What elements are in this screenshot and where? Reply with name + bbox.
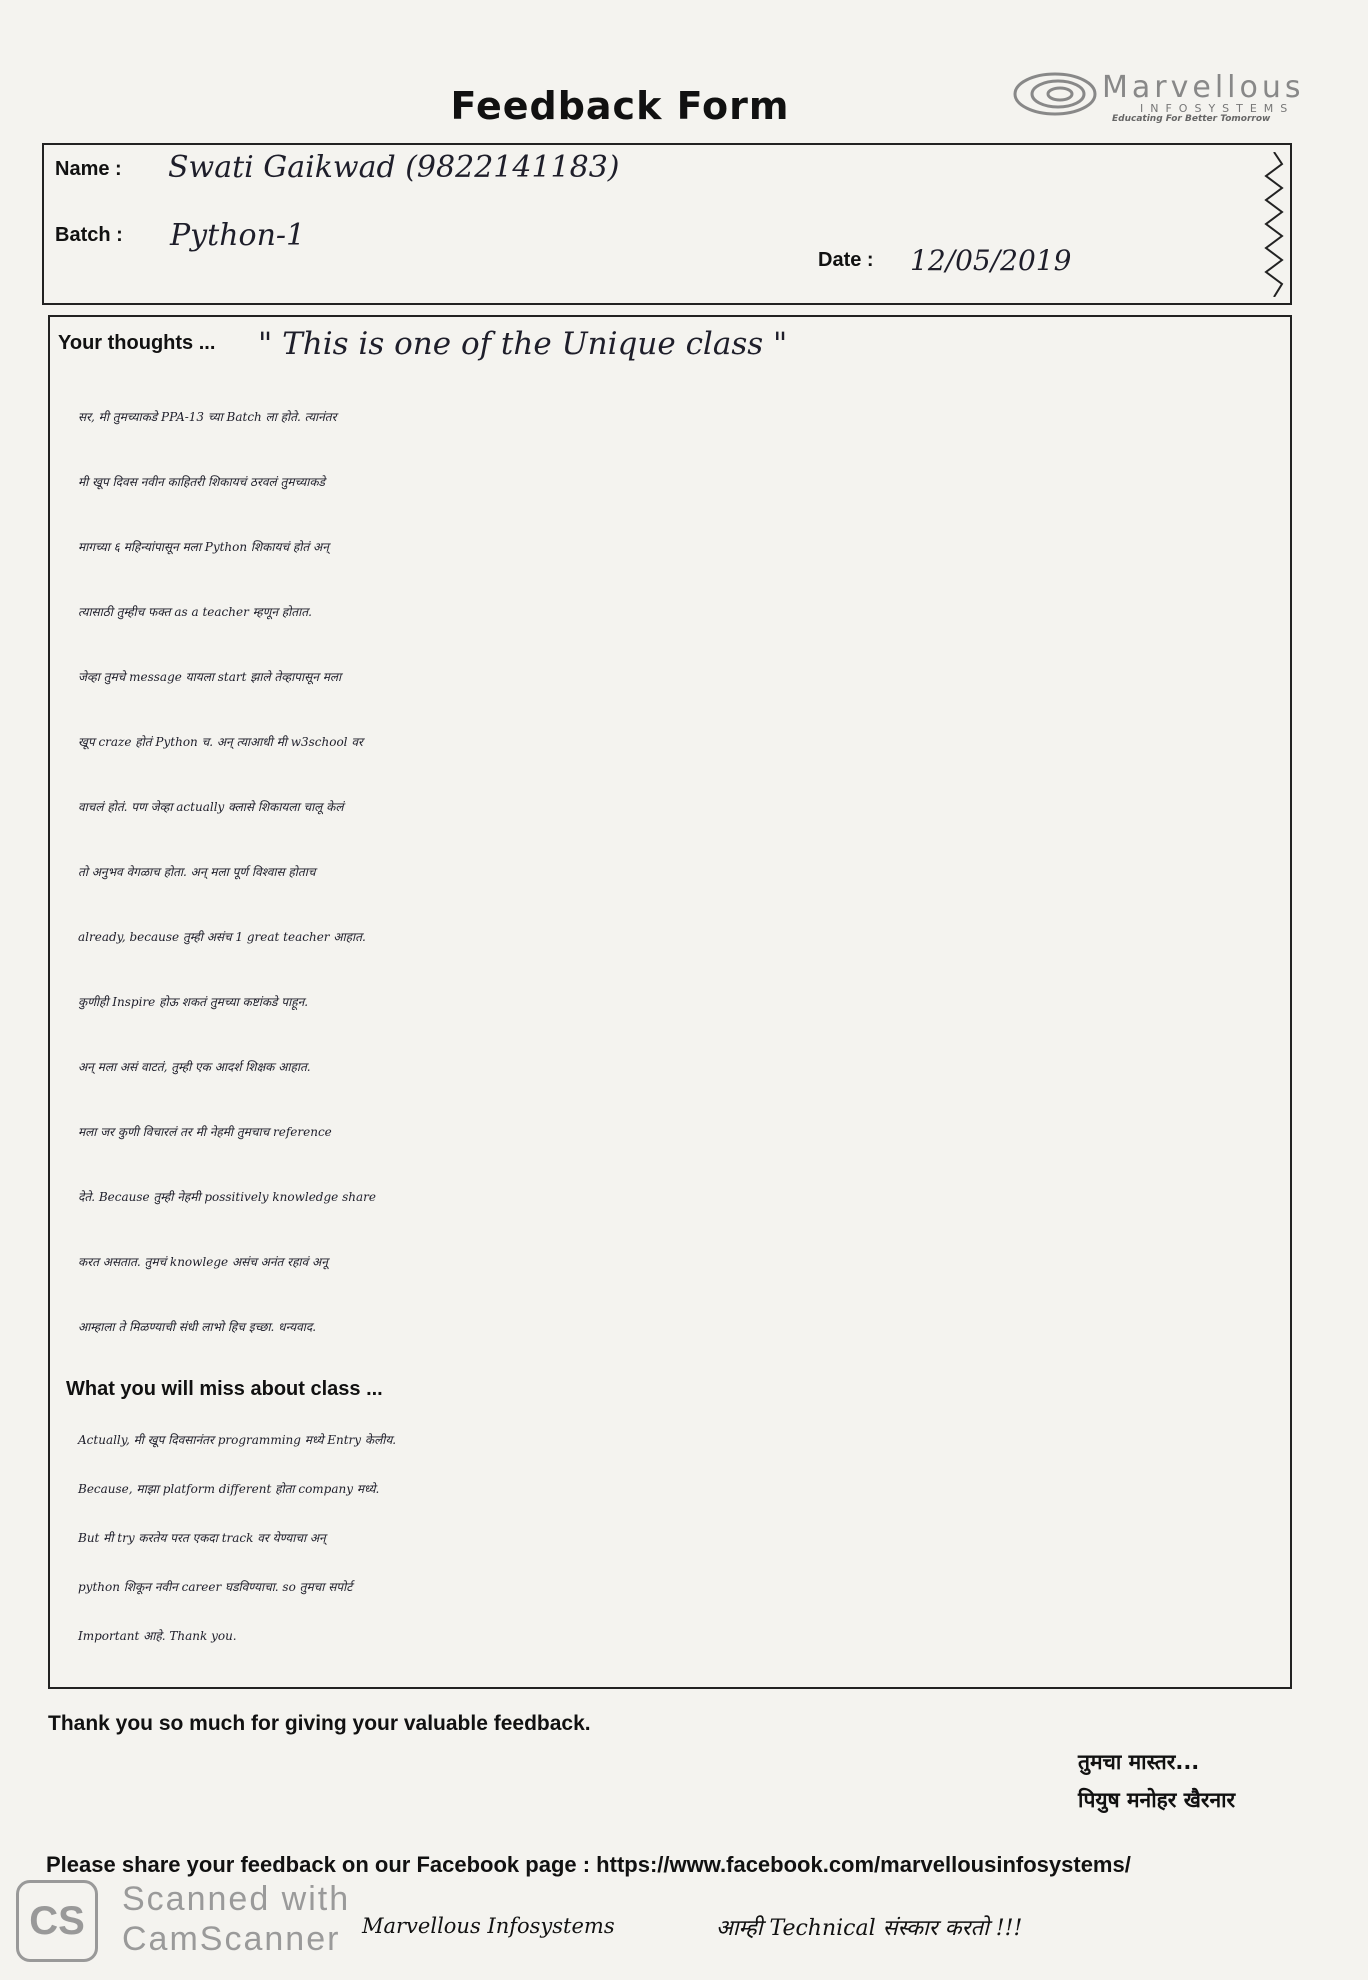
name-value: Swati Gaikwad (9822141183)	[168, 150, 620, 185]
thoughts-line: जेव्हा तुमचे message यायला start झाले तेव्हापासून मला	[78, 670, 342, 684]
miss-line: But मी try करतेय परत एकदा track वर येण्याचा अन्	[78, 1531, 326, 1545]
miss-body	[78, 1416, 1268, 1661]
thoughts-heading: " This is one of the Unique class "	[258, 326, 788, 362]
thoughts-line: खूप craze होतं Python च. अन् त्याआधी मी w3school वर	[78, 735, 363, 749]
date-label: Date :	[818, 249, 874, 271]
thanks-text: Thank you so much for giving your valuable feedback.	[48, 1712, 591, 1735]
thoughts-line: देते. Because तुम्ही नेहमी possitively knowledge share	[78, 1190, 376, 1204]
scanner-line2: CamScanner	[122, 1920, 341, 1958]
marvellous-logo	[1010, 64, 1330, 124]
thoughts-line: मला जर कुणी विचारलं तर मी नेहमी तुमचाच reference	[78, 1125, 332, 1139]
form-title: Feedback Form	[450, 84, 790, 128]
name-label: Name :	[55, 158, 122, 180]
thoughts-label: Your thoughts ...	[58, 332, 216, 354]
signature-line2: पियुष मनोहर खैरनार	[1078, 1788, 1236, 1812]
thoughts-line: सर, मी तुमच्याकडे PPA-13 च्या Batch ला होते. त्यानंतर	[78, 410, 337, 424]
zigzag-marks	[1262, 152, 1286, 297]
thoughts-line: अन् मला असं वाटतं, तुम्ही एक आदर्श शिक्षक आहात.	[78, 1060, 311, 1074]
brand-text: Marvellous Infosystems	[362, 1914, 615, 1938]
thoughts-line: तो अनुभव वेगळाच होता. अन् मला पूर्ण विश्वास होताच	[78, 865, 316, 879]
thoughts-line: कुणीही Inspire होऊ शकतं तुमच्या कष्टांकडे पाहून.	[78, 995, 309, 1009]
thoughts-line: वाचलं होतं. पण जेव्हा actually क्लासे शिकायला चालू केलं	[78, 800, 344, 814]
date-value: 12/05/2019	[910, 244, 1072, 277]
share-text: Please share your feedback on our Facebook page : https://www.facebook.com/marvellousinfosystems/	[46, 1852, 1131, 1877]
signature-line1: तुमचा मास्तर...	[1078, 1750, 1200, 1774]
thoughts-line: मागच्या ६ महिन्यांपासून मला Python शिकायचं होतं अन्	[78, 540, 329, 554]
thoughts-line: मी खूप दिवस नवीन काहितरी शिकायचं ठरवलं तुमच्याकडे	[78, 475, 325, 489]
slogan-text: आम्ही Technical संस्कार करतो !!!	[716, 1916, 1023, 1941]
batch-label: Batch :	[55, 224, 123, 246]
miss-line: Because, माझा platform different होता company मध्ये.	[78, 1482, 380, 1496]
logo-motto: Educating For Better Tomorrow	[1112, 114, 1271, 124]
thoughts-line: त्यासाठी तुम्हीच फक्त as a teacher म्हणून होतात.	[78, 605, 312, 619]
thoughts-body	[78, 385, 1268, 1360]
miss-label: What you will miss about class ...	[66, 1378, 383, 1400]
thoughts-line: करत असतात. तुमचं knowlege असंच अनंत रहावं अनू	[78, 1255, 328, 1269]
thoughts-line: आम्हाला ते मिळण्याची संधी लाभो हिच इच्छा. धन्यवाद.	[78, 1320, 317, 1334]
logo-tagline: INFOSYSTEMS	[1140, 102, 1295, 115]
miss-line: python शिकून नवीन career घडविण्याचा. so तुमचा सपोर्ट	[78, 1580, 353, 1594]
miss-line: Important आहे. Thank you.	[78, 1629, 237, 1643]
camscanner-logo-icon: CS	[16, 1880, 98, 1962]
scanner-line1: Scanned with	[122, 1880, 351, 1918]
miss-line: Actually, मी खूप दिवसानंतर programming मध्ये Entry केलीय.	[78, 1433, 397, 1447]
thoughts-line: already, because तुम्ही असंच 1 great teacher आहात.	[78, 930, 366, 944]
batch-value: Python-1	[170, 218, 306, 253]
logo-name: Marvellous	[1102, 70, 1305, 105]
spiral-logo-icon	[1010, 64, 1110, 124]
